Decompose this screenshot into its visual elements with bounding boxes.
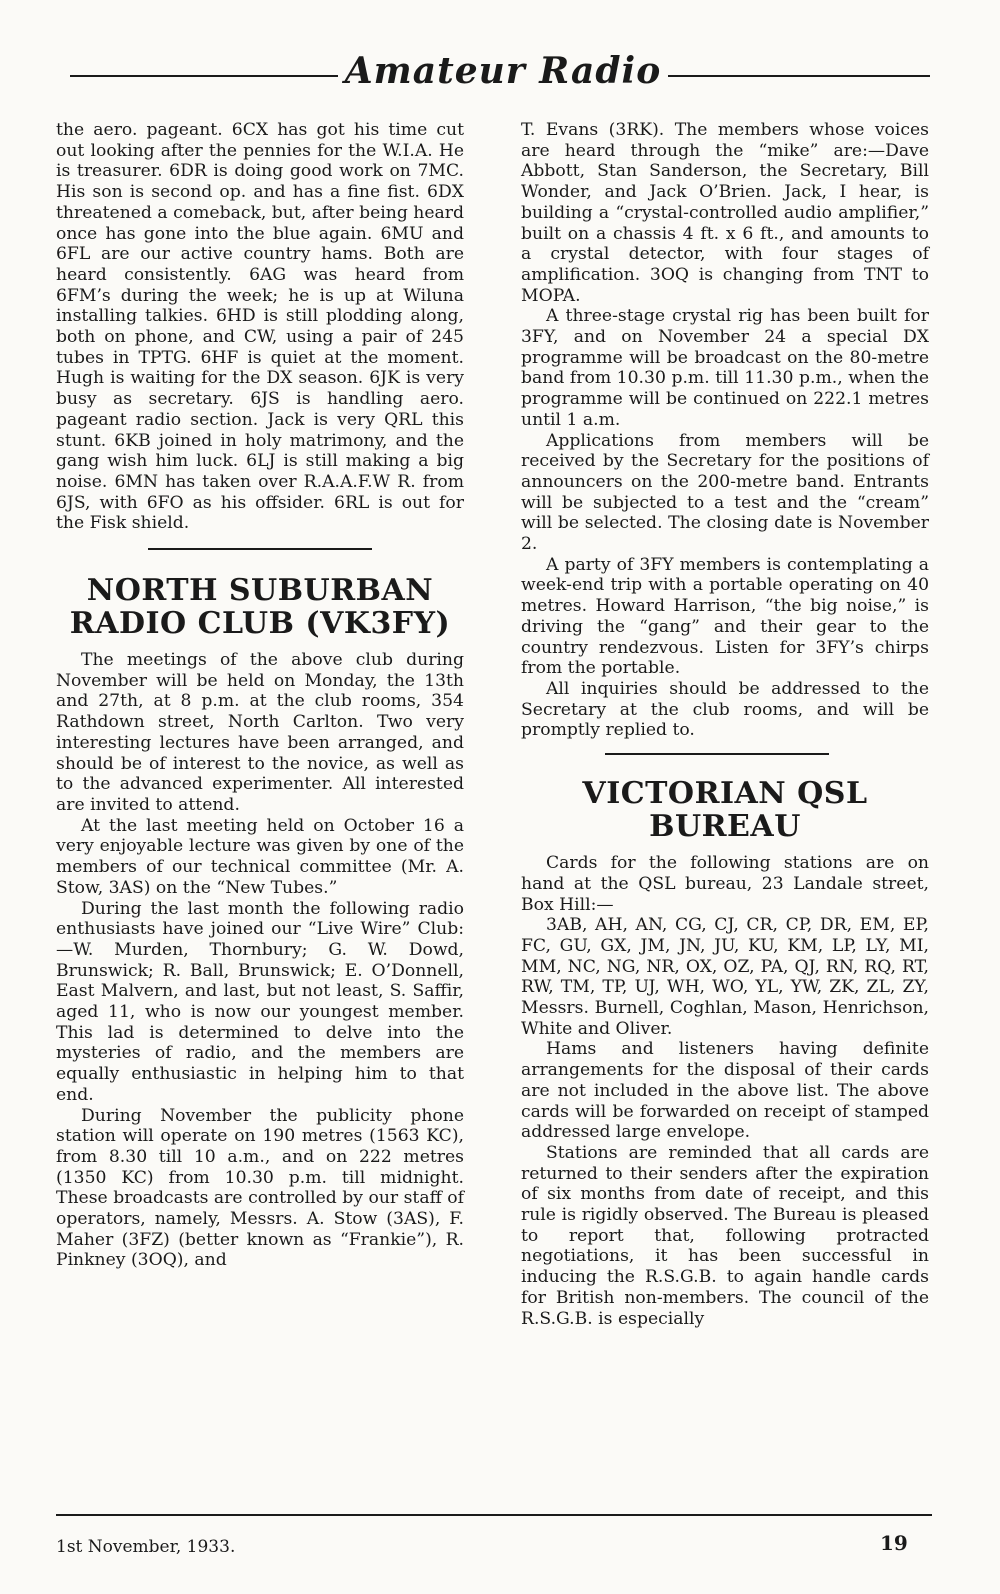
body-paragraph: T. Evans (3RK). The members whose voices are heard through the “mike” are:—Dave Abbott, Stan Sanderson, the Secretary, Bill Wonder, and Jack O’Brien. Jack, I hear, is building a “crystal-controlled audio amplifier,” built on a chassis 4 ft. x 6 ft., and amounts to a crystal detector, with four stages of amplification. 3OQ is changing from TNT to MOPA. bbox=[521, 120, 929, 306]
body-paragraph: All inquiries should be addressed to the Secretary at the club rooms, and will be promptly replied to. bbox=[521, 678, 929, 741]
wa-notes-paragraph: the aero. pageant. 6CX has got his time cut out looking after the pennies for the W.I.A. He is treasurer. 6DR is doing good work on 7MC. His son is second op. and has a fine fist. 6DX threatened a comeback, but, after being heard once has gone into the blue again. 6MU and 6FL are our active country hams. Both are heard consistently. 6AG was heard from 6FM’s during the week; he is up at Wiluna installing talkies. 6HD is still plodding along, both on phone, and CW, using a pair of 245 tubes in TPTG. 6HF is quiet at the moment. Hugh is waiting for the DX season. 6JK is very busy as secretary. 6JS is handling aero. pageant radio section. Jack is very QRL this stunt. 6KB joined in holy matrimony, and the gang wish him luck. 6LJ is still making a big noise. 6MN has taken over R.A.A.F.W R. from 6JS, with 6FO as his offsider. 6RL is out for the Fisk shield. bbox=[56, 120, 464, 534]
body-paragraph: Stations are reminded that all cards are returned to their senders after the expiration of six months from date of receipt, and this rule is rigidly observed. The Bureau is pleased to report that, following protracted negotiations, it has been successful in inducing the R.S.G.B. to again handle cards for British non-members. The council of the R.S.G.B. is especially bbox=[521, 1142, 929, 1329]
callsign-list: 3AB, AH, AN, CG, CJ, CR, CP, DR, EM, EP, FC, GU, GX, JM, JN, JU, KU, KM, LP, LY, MI, MM, NC, NG, NR, OX, OZ, PA, QJ, RN, RQ, RT, RW, TM, TP, UJ, WH, WO, YL, YW, ZK, ZL, ZY, Messrs. Burnell, Coghlan, Mason, Henrichson, White and Oliver. bbox=[521, 915, 929, 1039]
body-paragraph: A party of 3FY members is contemplating a week-end trip with a portable operating on 40 metres. Howard Harrison, “the big noise,” is driving the “gang” and their gear to the country rendezvous. Listen for 3FY’s chirps from the portable. bbox=[521, 554, 929, 679]
body-paragraph: Hams and listeners having definite arrangements for the disposal of their cards are not included in the above list. The above cards will be forwarded on receipt of stamped addressed large envelope. bbox=[521, 1039, 929, 1143]
page-header bbox=[70, 48, 930, 98]
section-divider bbox=[605, 753, 829, 755]
header-rule-right bbox=[668, 75, 930, 77]
masthead-title: Amateur Radio bbox=[344, 50, 662, 92]
body-paragraph: Cards for the following stations are on hand at the QSL bureau, 23 Landale street, Box Hill:— bbox=[521, 853, 929, 915]
body-paragraph: Applications from members will be received by the Secretary for the positions of announcers on the 200-metre band. Entrants will be subjected to a test and the “cream” will be selected. The closing date is November 2. bbox=[521, 430, 929, 555]
body-paragraph: The meetings of the above club during November will be held on Monday, the 13th and 27th, at 8 p.m. at the club rooms, 354 Rathdown street, North Carlton. Two very interesting lectures have been arranged, and should be of interest to the novice, as well as to the advanced experimenter. All interested are invited to attend. bbox=[56, 650, 464, 815]
body-paragraph: At the last meeting held on October 16 a very enjoyable lecture was given by one of the members of our technical committee (Mr. A. Stow, 3AS) on the “New Tubes.” bbox=[56, 815, 464, 898]
body-paragraph: During the last month the following radio enthusiasts have joined our “Live Wire” Club:—W. Murden, Thornbury; G. W. Dowd, Brunswick; R. Ball, Brunswick; E. O’Donnell, East Malvern, and last, but not least, S. Saffir, aged 11, who is now our youngest member. This lad is determined to delve into the mysteries of radio, and the members are equally enthusiastic in helping him to that end. bbox=[56, 898, 464, 1105]
left-column bbox=[56, 120, 464, 1271]
body-paragraph: During November the publicity phone station will operate on 190 metres (1563 KC), from 8.30 till 10 a.m., and on 222 metres (1350 KC) from 10.30 p.m. till midnight. These broadcasts are controlled by our staff of operators, namely, Messrs. A. Stow (3AS), F. Maher (3FZ) (better known as “Frankie”), R. Pinkney (3OQ), and bbox=[56, 1105, 464, 1271]
header-rule-left bbox=[70, 75, 338, 77]
page-number: 19 bbox=[880, 1531, 908, 1555]
issue-date: 1st November, 1933. bbox=[56, 1537, 236, 1557]
section-divider bbox=[148, 548, 372, 550]
section-heading-qsl-bureau: VICTORIAN QSL BUREAU bbox=[582, 776, 868, 845]
section-heading-north-suburban: NORTH SUBURBAN RADIO CLUB (VK3FY) bbox=[69, 573, 451, 642]
footer-rule bbox=[56, 1514, 932, 1516]
right-column bbox=[521, 120, 929, 1329]
body-paragraph: A three-stage crystal rig has been built for 3FY, and on November 24 a special DX programme will be broadcast on the 80-metre band from 10.30 p.m. till 11.30 p.m., when the programme will be continued on 222.1 metres until 1 a.m. bbox=[521, 306, 929, 430]
